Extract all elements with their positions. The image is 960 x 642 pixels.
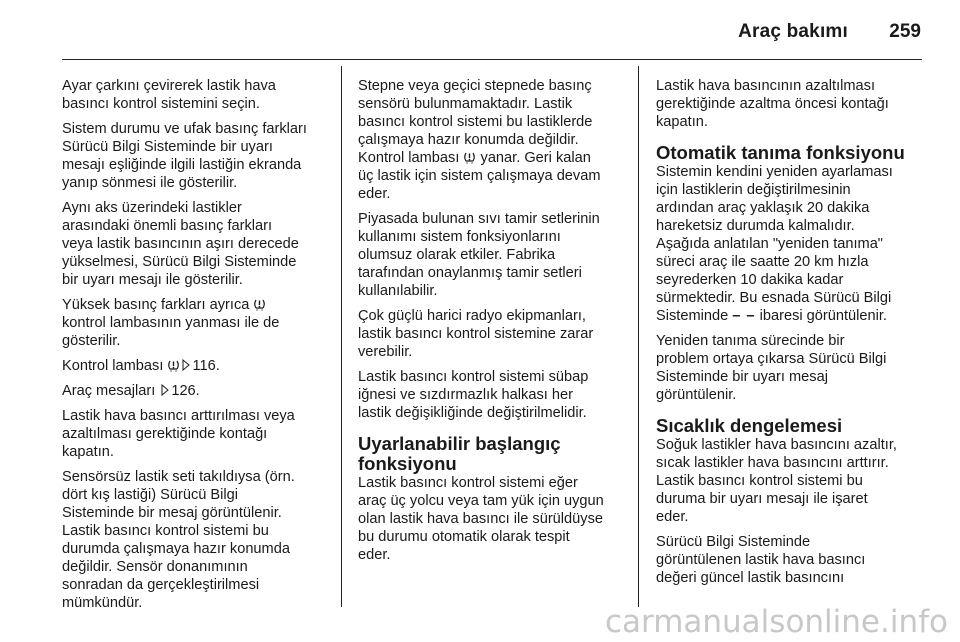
text: Araç mesajları [62, 383, 156, 399]
tire-pressure-warning-icon [167, 358, 180, 372]
column-divider-1 [341, 66, 342, 607]
display-dashes: – – [732, 308, 756, 324]
paragraph: Lastik hava basıncı arttırılması veya azaltılması gerektiğinde kontağı kapatın. [62, 408, 295, 460]
page-reference-arrow-icon [182, 359, 190, 371]
text: Kontrol lambası [62, 358, 164, 374]
page-header [0, 0, 960, 62]
text: Sistemin kendini yeniden ayarlaması için lastiklerin değiştirilmesinin ardından araç yaklaşık 20 dakika hareketsiz durumda kalmalıdır. Aşağıda anlatılan "yeniden tanıma" süreci araç ile saatte 20 km hızla seyrederken 10 dakika kadar sürmektedir. Bu esnada Sürücü Bilgi Sisteminde [656, 164, 893, 324]
tire-pressure-warning-icon [463, 150, 476, 164]
page-number: 259 [889, 21, 921, 42]
text: Stepne veya geçici stepnede basınç sensörü bulunmamaktadır. Lastik basıncı kontrol sistemi bu lastiklerde çalışmaya hazır konumda değildir. Kontrol lambası [358, 78, 593, 166]
paragraph [656, 163, 931, 325]
column-2 [358, 77, 633, 571]
section-heading: Sıcaklık dengelemesi [656, 415, 843, 436]
watermark: carmanualsonline.info [604, 604, 948, 640]
paragraph: Piyasada bulunan sıvı tamir setlerinin kullanımı sistem fonksiyonlarını olumsuz olarak etkiler. Fabrika tarafından onaylanmış tamir setleri kullanılabilir. [358, 211, 600, 299]
tire-pressure-warning-icon [253, 297, 266, 311]
page-reference-number: 116. [192, 358, 220, 374]
text: Yüksek basınç farkları ayrıca [62, 297, 250, 313]
section-title: Araç bakımı [738, 21, 848, 42]
section-heading: Otomatik tanıma fonksiyonu [656, 142, 905, 163]
column-1 [62, 77, 337, 619]
header-divider [62, 59, 922, 60]
paragraph: Lastik basıncı kontrol sistemi sübap iğnesi ve sızdırmazlık halkası her lastik değişikliğinde değiştirilmelidir. [358, 369, 589, 421]
paragraph: Lastik basıncı kontrol sistemi eğer araç üç yolcu veya tam yük için uygun olan lastik hava basıncı ile sürüldüyse bu durumu otomatik olarak tespit eder. [358, 475, 604, 563]
paragraph: Sürücü Bilgi Sisteminde görüntülenen lastik hava basıncı değeri güncel lastik basıncını [656, 534, 866, 586]
paragraph: Sensörsüz lastik seti takıldıysa (örn. dört kış lastiği) Sürücü Bilgi Sisteminde bir mesaj görüntülenir. Lastik basıncı kontrol sistemi bu durumda çalışmaya hazır konumda değildir. Sensör donanımının sonradan da gerçekleştirilmesi mümkündür. [62, 469, 295, 611]
paragraph: Lastik hava basıncının azaltılması gerektiğinde azaltma öncesi kontağı kapatın. [656, 78, 889, 130]
paragraph [62, 296, 337, 350]
page-reference-arrow-icon [161, 384, 169, 396]
paragraph: Aynı aks üzerindeki lastikler arasındaki önemli basınç farkları veya lastik basıncının aşırı derecede yükselmesi, Sürücü Bilgi Sisteminde bir uyarı mesajı ile gösterilir. [62, 200, 299, 288]
paragraph [358, 77, 633, 203]
page-reference-link[interactable] [180, 358, 219, 374]
text: ibaresi görüntülenir. [755, 308, 887, 324]
text: yanar. Geri kalan üç lastik için sistem çalışmaya devam eder. [358, 150, 601, 202]
paragraph: Ayar çarkını çevirerek lastik hava basıncı kontrol sistemini seçin. [62, 78, 276, 112]
paragraph: Sistem durumu ve ufak basınç farkları Sürücü Bilgi Sisteminde bir uyarı mesajı eşliğinde ilgili lastiğin ekranda yanıp sönmesi ile gösterilir. [62, 121, 307, 191]
paragraph: Çok güçlü harici radyo ekipmanları, lastik basıncı kontrol sistemine zarar verebilir. [358, 308, 594, 360]
paragraph [62, 357, 337, 375]
paragraph: Soğuk lastikler hava basıncını azaltır, sıcak lastikler hava basıncını arttırır. Lastik basıncı kontrol sistemi bu duruma bir uyarı mesajı ile işaret eder. [656, 437, 897, 525]
page-reference-number: 126. [171, 383, 200, 399]
paragraph: Yeniden tanıma sürecinde bir problem ortaya çıkarsa Sürücü Bilgi Sisteminde bir uyarı mesaj görüntülenir. [656, 333, 887, 403]
text: kontrol lambasının yanması ile de gösterilir. [62, 315, 280, 349]
page-reference-link[interactable] [159, 383, 199, 399]
paragraph [62, 382, 337, 400]
column-3 [656, 77, 931, 594]
section-heading: Uyarlanabilir başlangıç fonksiyonu [358, 433, 561, 474]
column-divider-2 [638, 66, 639, 607]
